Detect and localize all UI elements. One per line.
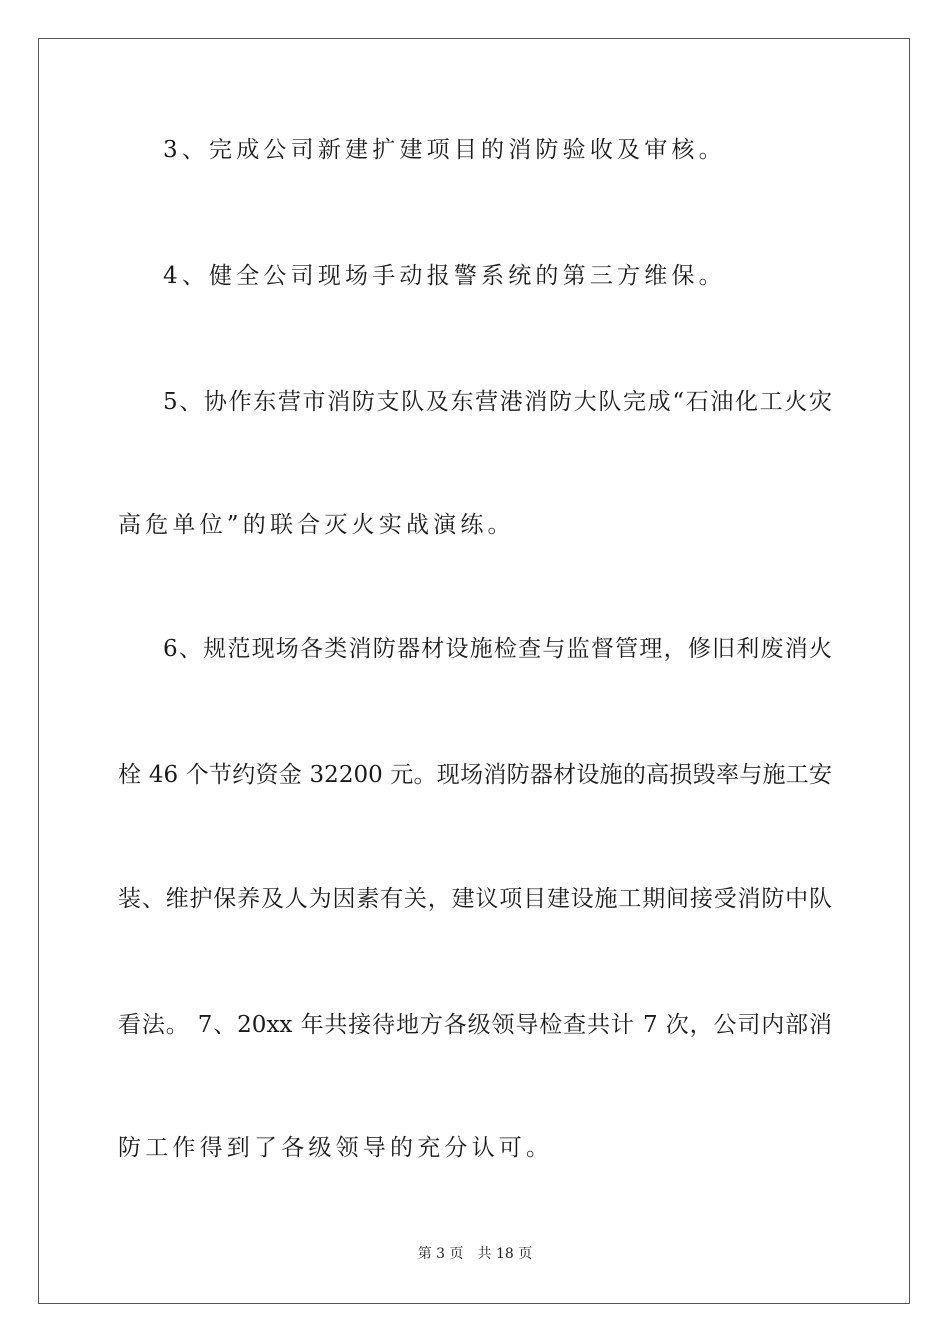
paragraph-item-5-line-1: 5、协作东营市消防支队及东营港消防大队完成“石油化工火灾 <box>163 389 832 415</box>
paragraph-item-7-line-1: 看法。 7、20xx 年共接待地方各级领导检查共计 7 次，公司内部消 <box>118 1012 832 1038</box>
paragraph-item-6-line-2: 栓 46 个节约资金 32200 元。现场消防器材设施的高损毁率与施工安 <box>118 762 832 788</box>
paragraph-item-6-line-3: 装、维护保养及人为因素有关，建议项目建设施工期间接受消防中队 <box>118 886 832 912</box>
page-border <box>38 38 910 1304</box>
page-number-footer: 第 3 页 共 18 页 <box>417 1246 533 1262</box>
paragraph-item-7-line-2: 防工作得到了各级领导的充分认可。 <box>118 1135 554 1161</box>
paragraph-item-4: 4、健全公司现场手动报警系统的第三方维保。 <box>163 263 726 289</box>
paragraph-item-3: 3、完成公司新建扩建项目的消防验收及审核。 <box>163 137 726 163</box>
paragraph-item-5-line-2: 高危单位”的联合灭火实战演练。 <box>118 512 515 538</box>
paragraph-item-6-line-1: 6、规范现场各类消防器材设施检查与监督管理，修旧利废消火 <box>163 636 832 662</box>
